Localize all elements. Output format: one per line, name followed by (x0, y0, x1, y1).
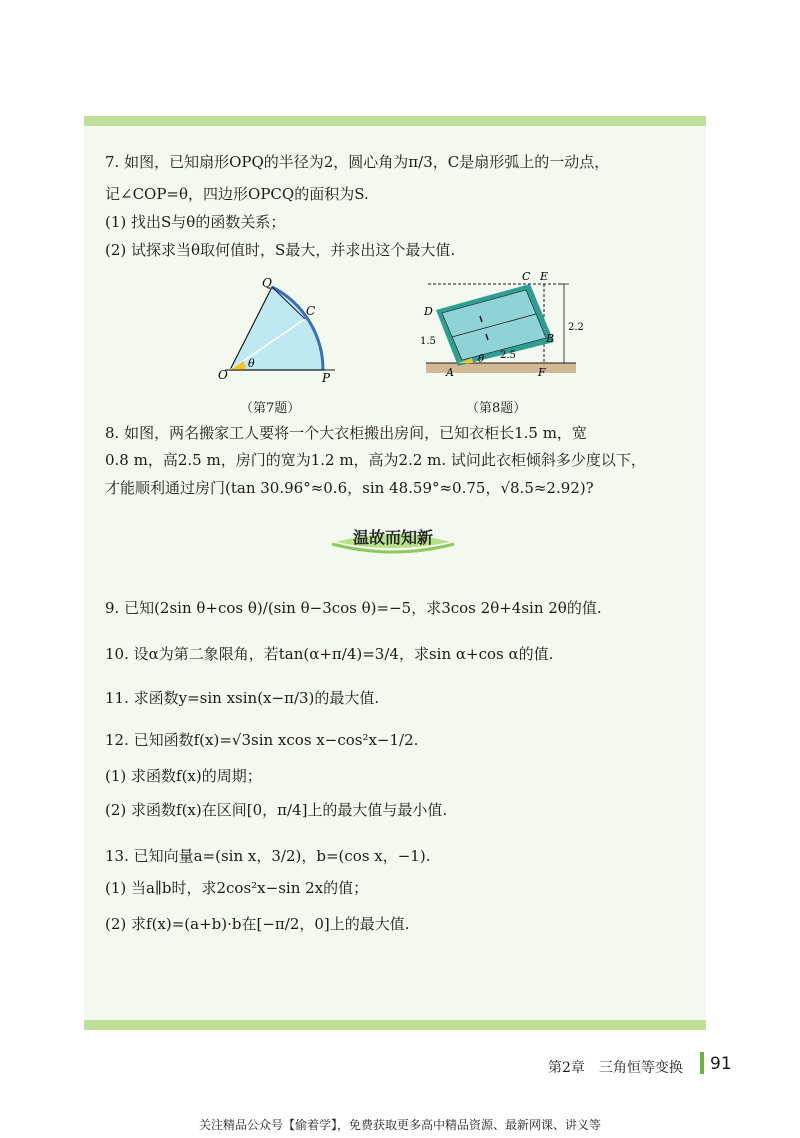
label-theta: θ (248, 357, 255, 370)
label-d: D (424, 305, 433, 318)
problem-12-part-1: (1) 求函数f(x)的周期； (105, 767, 262, 785)
problem-7-line-2: 记∠COP=θ，四边形OPCQ的面积为S. (105, 185, 369, 203)
top-green-bar (84, 116, 706, 126)
label-c: C (306, 304, 316, 318)
label-q: Q (262, 276, 272, 290)
page-number: 91 (710, 1054, 732, 1074)
bottom-promo-note: 关注精品公众号【偷着学】，免费获取更多高中精品资源、最新网课、讲义等 (198, 1118, 601, 1132)
problem-12-part-2: (2) 求函数f(x)在区间[0，π/4]上的最大值与最小值. (105, 801, 448, 819)
problem-7-part-2: (2) 试探求当θ取何值时，S最大，并求出这个最大值. (105, 241, 456, 259)
label-p: P (322, 371, 331, 385)
label-length-2-5: 2.5 (500, 350, 516, 361)
problem-8-line-3: 才能顺利通过房门(tan 30.96°≈0.6，sin 48.59°≈0.75，√8.5≈2.92)? (105, 479, 594, 497)
figure-7-sector (210, 275, 340, 385)
label-length-1-5: 1.5 (420, 336, 436, 347)
problem-13-part-2: (2) 求f(x)=(a+b)·b在[−π/2，0]上的最大值. (105, 915, 410, 933)
problem-8-line-2: 0.8 m，高2.5 m，房门的宽为1.2 m，高为2.2 m. 试问此衣柜倾斜多少度以下， (105, 451, 646, 469)
label-e: E (540, 270, 549, 283)
problem-10: 10. 设α为第二象限角，若tan(α+π/4)=3/4，求sin α+cos α的值. (105, 645, 554, 663)
label-length-2-2: 2.2 (568, 322, 584, 333)
problem-7-line-1: 7. 如图，已知扇形OPQ的半径为2，圆心角为π/3，C是扇形弧上的一动点， (105, 153, 610, 171)
label-b: B (546, 332, 555, 345)
problem-12-line-1: 12. 已知函数f(x)=√3sin xcos x−cos²x−1/2. (105, 731, 419, 749)
label-f: F (538, 366, 546, 379)
problem-7-part-1: (1) 找出S与θ的函数关系； (105, 213, 286, 231)
figure-8-caption: （第8题） (466, 401, 527, 416)
problem-13-line-1: 13. 已知向量a=(sin x，3/2)，b=(cos x，−1). (105, 847, 431, 865)
label-o: O (218, 368, 228, 382)
bottom-green-bar (84, 1020, 706, 1030)
label-theta8: θ (478, 354, 485, 365)
figure-8-cabinet (418, 270, 584, 385)
label-a: A (446, 366, 454, 379)
problem-9: 9. 已知(2sin θ+cos θ)/(sin θ−3cos θ)=−5，求3cos 2θ+4sin 2θ的值. (105, 599, 602, 617)
figure-7-caption: （第7题） (240, 401, 301, 416)
chapter-title: 第2章 三角恒等变换 (548, 1060, 683, 1076)
label-c8: C (522, 270, 531, 283)
problem-8-line-1: 8. 如图，两名搬家工人要将一个大衣柜搬出房间，已知衣柜长1.5 m，宽 (105, 424, 587, 442)
problem-11: 11. 求函数y=sin xsin(x−π/3)的最大值. (105, 689, 380, 707)
section-title: 温故而知新 (352, 528, 433, 547)
footer-separator (700, 1052, 704, 1074)
problem-13-part-1: (1) 当a∥b时，求2cos²x−sin 2x的值； (105, 879, 369, 897)
